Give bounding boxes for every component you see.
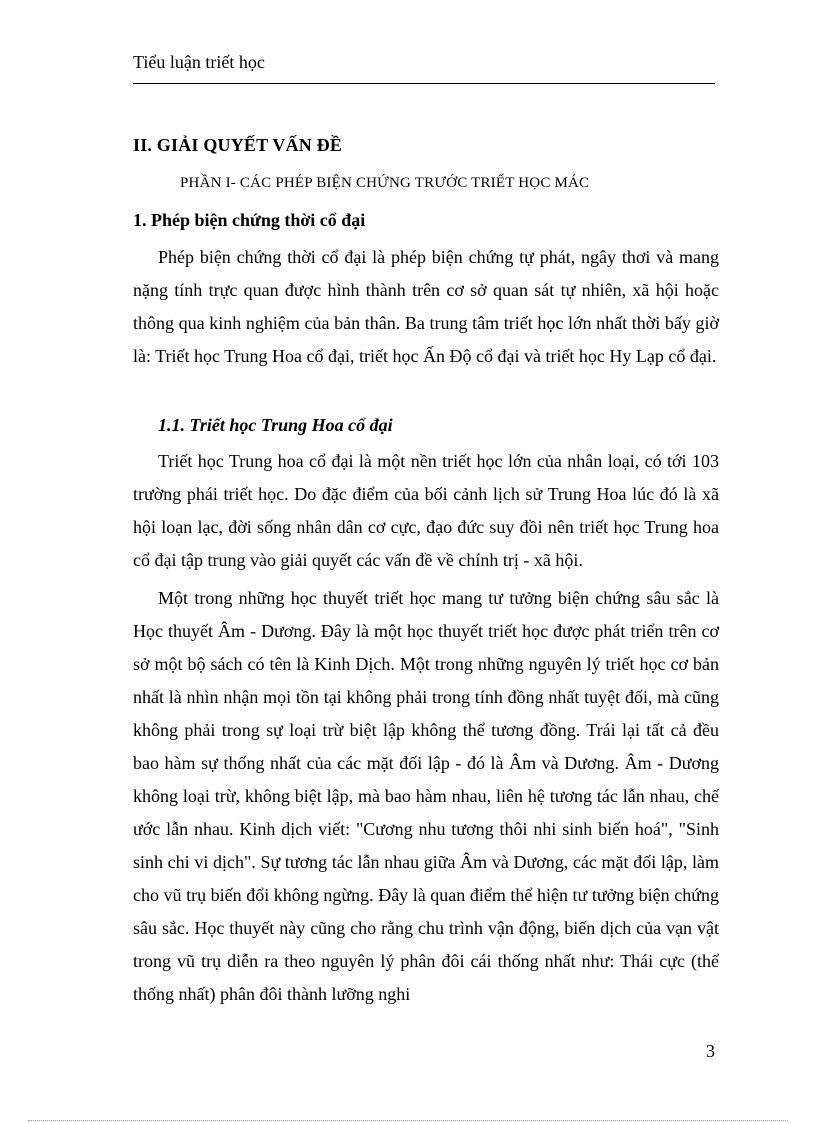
page-bottom-border [28, 1120, 788, 1121]
subsection-heading: 1. Phép biện chứng thời cổ đại [133, 210, 366, 230]
body-paragraph-3: Một trong những học thuyết triết học mang tư tưởng biện chứng sâu sắc là Học thuyết Âm - Dương. Đây là một học thuyết triết học được phát triển trên cơ sở một bộ sách có tên là Kinh Dịch. Một trong những nguyên lý triết học cơ bản nhất là nhìn nhận mọi tồn tại không phải trong tính đồng nhất tuyệt đối, mà cũng không phải trong sự loại trừ biệt lập không thể tương đồng. Trái lại tất cả đều bao hàm sự thống nhất của các mặt đối lập - đó là Âm và Dương. Âm - Dương không loại trừ, không biệt lập, mà bao hàm nhau, liên hệ tương tác lẫn nhau, chế ước lẫn nhau. Kinh dịch viết: "Cương nhu tương thôi nhi sinh biến hoá", "Sinh sinh chi vi dịch". Sự tương tác lẫn nhau giữa Âm và Dương, các mặt đối lập, làm cho vũ trụ biến đổi không ngừng. Đây là quan điểm thể hiện tư tưởng biện chứng sâu sắc. Học thuyết này cũng cho rằng chu trình vận động, biến dịch của vạn vật trong vũ trụ diễn ra theo nguyên lý phân đôi cái thống nhất như: Thái cực (thể thống nhất) phân đôi thành lưỡng nghi [133, 588, 719, 1004]
header-divider [133, 83, 715, 84]
body-paragraph-1: Phép biện chứng thời cổ đại là phép biện chứng tự phát, ngây thơi và mang nặng tính trực quan được hình thành trên cơ sở quan sát tự nhiên, xã hội hoặc thông qua kinh nghiệm của bản thân. Ba trung tâm triết học lớn nhất thời bấy giờ là: Triết học Trung Hoa cổ đại, triết học Ấn Độ cổ đại và triết học Hy Lạp cổ đại. [133, 247, 719, 366]
subsubsection-heading: 1.1. Triết học Trung Hoa cổ đại [158, 415, 393, 435]
body-paragraph-2: Triết học Trung hoa cổ đại là một nền triết học lớn của nhân loại, có tới 103 trường phái triết học. Do đặc điểm của bối cảnh lịch sử Trung Hoa lúc đó là xã hội loạn lạc, đời sống nhân dân cơ cực, đạo đức suy đồi nên triết học Trung hoa cổ đại tập trung vào giải quyết các vấn đề về chính trị - xã hội. [133, 451, 719, 570]
running-header: Tiểu luận triết học [133, 52, 265, 72]
part-heading: PHẦN I- CÁC PHÉP BIỆN CHỨNG TRƯỚC TRIẾT HỌC MÁC [180, 175, 590, 191]
page-number: 3 [706, 1041, 715, 1061]
section-heading: II. GIẢI QUYẾT VẤN ĐỀ [133, 135, 343, 155]
